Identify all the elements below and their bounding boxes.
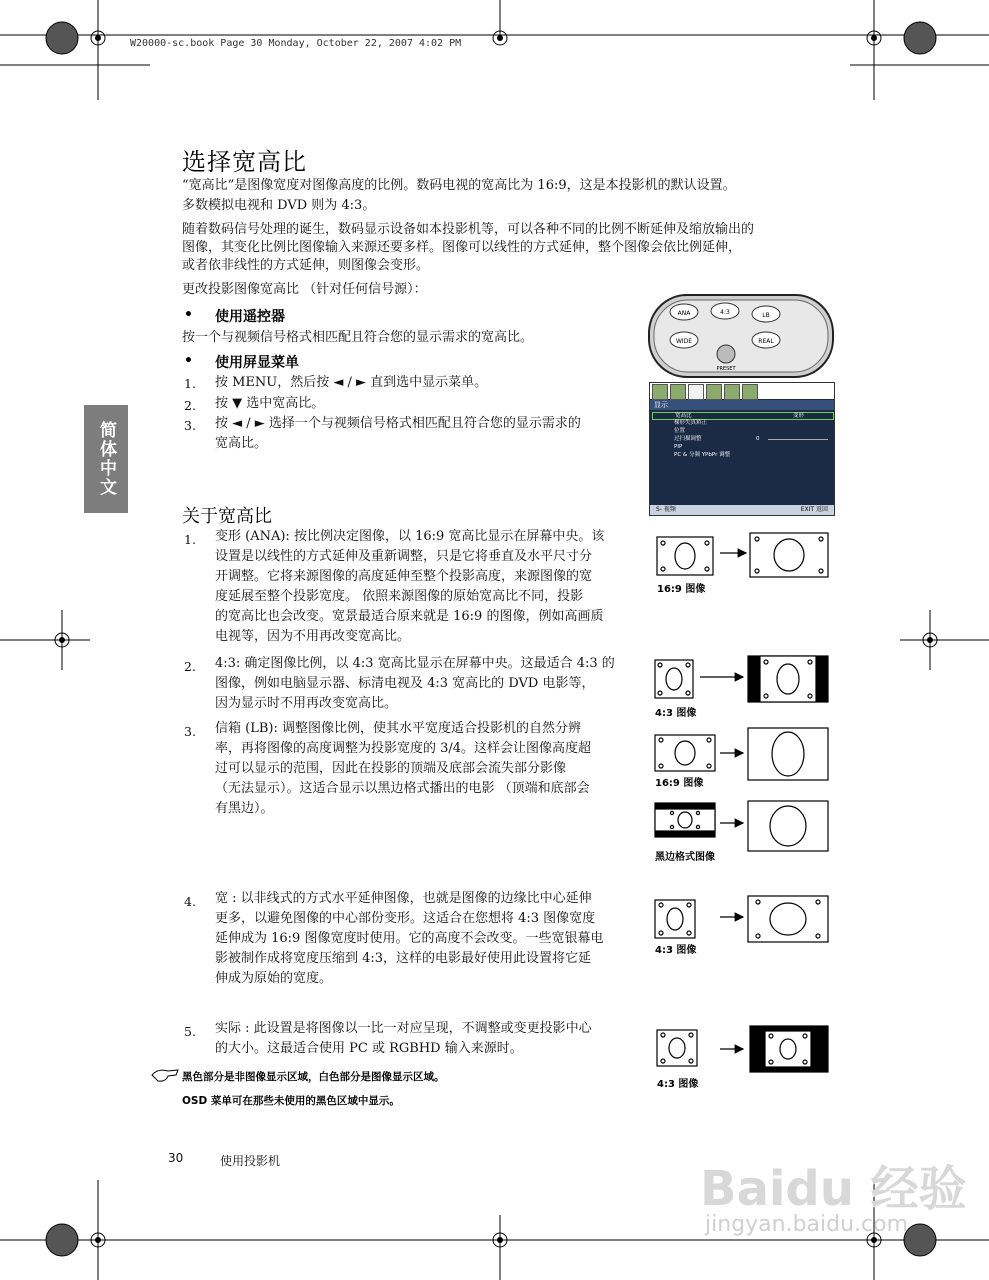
step-text: 按 ◄ / ► 选择一个与视频信号格式相匹配且符合您的显示需求的 bbox=[215, 416, 581, 431]
osd-display-menu bbox=[649, 382, 835, 516]
page-title: 选择宽高比 bbox=[182, 148, 307, 176]
caption-lb-a: 16:9 图像 bbox=[655, 778, 704, 789]
item-num: 3. bbox=[184, 724, 196, 739]
remote-control-illustration bbox=[648, 294, 834, 378]
caption-43: 4:3 图像 bbox=[655, 708, 697, 719]
step-num: 3. bbox=[184, 418, 196, 433]
osd-row: PIP bbox=[674, 444, 683, 450]
intro-line-2: 多数模拟电视和 DVD 则为 4:3。 bbox=[182, 198, 376, 213]
remote-43-label: 4:3 bbox=[720, 309, 730, 316]
osd-row: PC & 分频 YPbPr 调整 bbox=[674, 452, 731, 458]
item-line: 更多，以避免图像的中心部份变形。这适合在您想将 4:3 图像宽度 bbox=[215, 911, 596, 926]
language-side-tab: 简体中文 bbox=[84, 405, 128, 513]
osd-value: 0 bbox=[756, 436, 760, 442]
osd-value: 变形 bbox=[793, 413, 805, 419]
intro-line-6: 更改投影图像宽高比 （针对任何信号源）： bbox=[182, 282, 427, 297]
note-icon bbox=[150, 1066, 180, 1084]
print-header: W20000-sc.book Page 30 Monday, October 22, 2007 4:02 PM bbox=[130, 38, 462, 49]
item-line: 的大小。这最适合使用 PC 或 RGBHD 输入来源时。 bbox=[215, 1041, 523, 1056]
osd-row: 过扫描调整 bbox=[674, 436, 702, 442]
baidu-watermark-url: jingyan.baidu.com bbox=[705, 1212, 909, 1237]
osd-row: 位置 bbox=[674, 428, 686, 434]
remote-preset-label: PRESET bbox=[716, 366, 736, 372]
note-line-2: OSD 菜单可在那些未使用的黑色区域中显示。 bbox=[182, 1095, 400, 1107]
remote-ana-label: ANA bbox=[677, 310, 691, 317]
osd-head: 显示 bbox=[650, 400, 834, 410]
item-line: 实际 : 此设置是将图像以一比一对应呈现，不调整或变更投影中心 bbox=[215, 1021, 592, 1036]
item-line: 变形 (ANA): 按比例决定图像，以 16:9 宽高比显示在屏幕中央。该 bbox=[215, 529, 605, 544]
item-line: 伸成为原始的宽度。 bbox=[215, 971, 333, 986]
caption-ana: 16:9 图像 bbox=[657, 584, 706, 595]
item-line: 宽 : 以非线式的方式水平延伸图像，也就是图像的边缘比中心延伸 bbox=[215, 891, 592, 906]
step-text: 按 ▼ 选中宽高比。 bbox=[215, 396, 325, 411]
remote-heading: 使用遥控器 bbox=[215, 309, 285, 325]
step-text: 宽高比。 bbox=[215, 436, 268, 451]
osd-foot-left: S- 视频 bbox=[656, 506, 676, 513]
caption-real: 4:3 图像 bbox=[657, 1079, 699, 1090]
remote-real-label: REAL bbox=[758, 338, 774, 345]
item-line: 率，再将图像的高度调整为投影宽度的 3/4。这样会让图像高度超 bbox=[215, 741, 592, 756]
item-line: 电视等，因为不用再改变宽高比。 bbox=[215, 629, 411, 644]
about-heading: 关于宽高比 bbox=[182, 506, 272, 527]
item-line: 延伸成为 16:9 图像宽度时使用。它的高度不会改变。一些宽银幕电 bbox=[215, 931, 604, 946]
remote-bullet: • bbox=[184, 307, 193, 323]
item-line: 度延展至整个投影宽度。 依照来源图像的原始宽高比不同，投影 bbox=[215, 589, 584, 604]
baidu-watermark: Baidu 经验 bbox=[700, 1161, 967, 1217]
remote-text: 按一个与视频信号格式相匹配且符合您的显示需求的宽高比。 bbox=[182, 330, 534, 345]
item-line: 因为显示时不用再改变宽高比。 bbox=[215, 696, 398, 711]
item-num: 2. bbox=[184, 659, 196, 674]
footer-text: 使用投影机 bbox=[220, 1154, 281, 1168]
step-num: 1. bbox=[184, 376, 196, 391]
item-line: 信箱 (LB): 调整图像比例，使其水平宽度适合投影机的自然分辨 bbox=[215, 721, 581, 736]
item-line: 图像，例如电脑显示器、标清电视及 4:3 宽高比的 DVD 电影等， bbox=[215, 676, 595, 691]
intro-line-5: 或者依非线性的方式延伸，则图像会变形。 bbox=[182, 258, 430, 273]
item-line: 影被制作成将宽度压缩到 4:3，这样的电影最好使用此设置将它延 bbox=[215, 951, 592, 966]
item-num: 1. bbox=[184, 532, 196, 547]
intro-line-4: 图像，其变化比例比图像输入来源还要多样。图像可以线性的方式延伸，整个图像会依比例延伸， bbox=[182, 240, 742, 255]
remote-wide-label: WIDE bbox=[675, 338, 693, 345]
intro-line-1: “宽高比”是图像宽度对图像高度的比例。数码电视的宽高比为 16:9，这是本投影机的默认设置。 bbox=[182, 178, 736, 193]
osd-row: 宽高比 bbox=[675, 413, 692, 419]
item-line: 有黑边）。 bbox=[215, 801, 274, 816]
item-num: 5. bbox=[184, 1024, 196, 1039]
item-line: 开调整。它将来源图像的高度延伸至整个投影高度，来源图像的宽 bbox=[215, 569, 593, 584]
item-num: 4. bbox=[184, 894, 196, 909]
step-num: 2. bbox=[184, 398, 196, 413]
item-line: 4:3: 确定图像比例，以 4:3 宽高比显示在屏幕中央。这最适合 4:3 的 bbox=[215, 656, 615, 671]
item-line: 的宽高比也会改变。宽景最适合原来就是 16:9 的图像，例如高画质 bbox=[215, 609, 604, 624]
osd-bullet: • bbox=[184, 353, 193, 369]
osd-row: 梯形失真矫正 bbox=[674, 420, 708, 426]
osd-heading: 使用屏显菜单 bbox=[215, 355, 299, 371]
item-line: 过可以显示的范围，因此在投影的顶端及底部会流失部分影像 bbox=[215, 761, 567, 776]
item-line: 设置是以线性的方式延伸及重新调整，只是它将垂直及水平尺寸分 bbox=[215, 549, 593, 564]
caption-wide: 4:3 图像 bbox=[655, 945, 697, 956]
step-text: 按 MENU，然后按 ◄ / ► 直到选中显示菜单。 bbox=[215, 375, 488, 390]
aspect-diagrams bbox=[650, 525, 840, 1095]
page-number: 30 bbox=[168, 1151, 184, 1165]
intro-line-3: 随着数码信号处理的诞生，数码显示设备如本投影机等，可以各种不同的比例不断延伸及缩放输出的 bbox=[182, 222, 755, 237]
remote-lb-label: LB bbox=[762, 312, 770, 319]
caption-lb-b: 黑边格式图像 bbox=[655, 852, 715, 863]
osd-foot-right: EXIT 返回 bbox=[800, 506, 828, 513]
note-line-1: 黑色部分是非图像显示区域，白色部分是图像显示区域。 bbox=[182, 1071, 445, 1083]
item-line: （无法显示）。这适合显示以黑边格式播出的电影 （顶端和底部会 bbox=[215, 781, 590, 796]
